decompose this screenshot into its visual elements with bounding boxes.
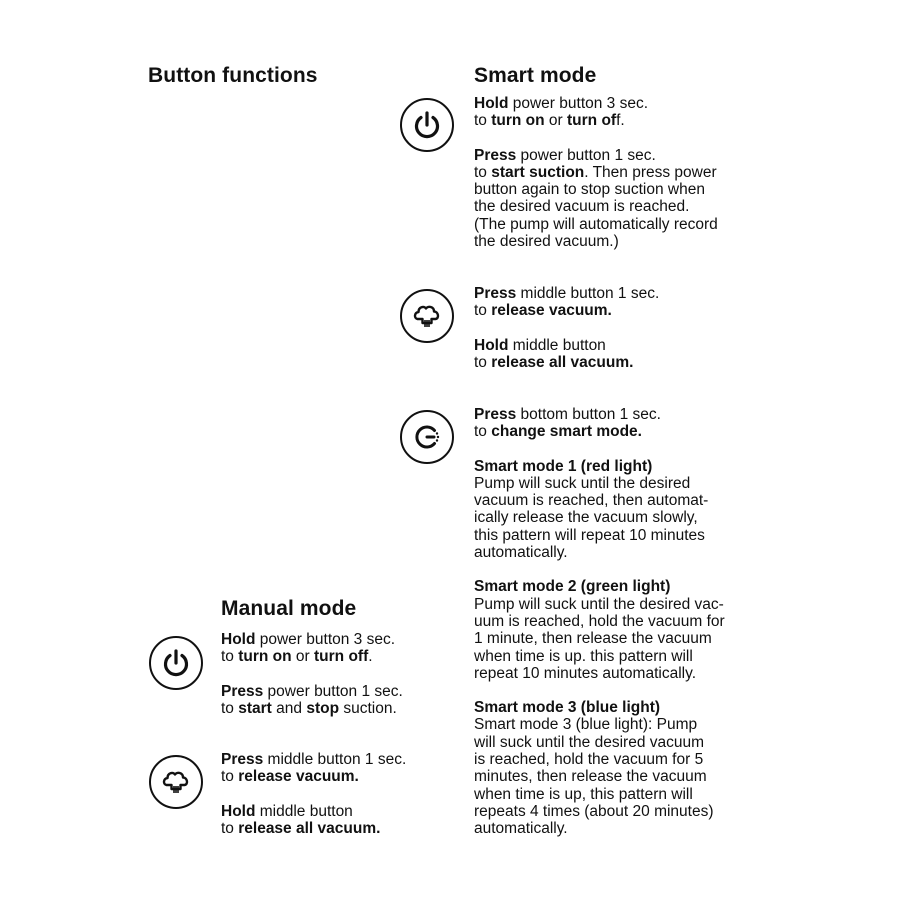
smart-mode-heading: Smart mode — [474, 64, 597, 87]
smart-power-press: Press power button 1 sec. to start suction. Then press power button again to stop suction when the desired vacuum is reached. (The pump will automatically record the desired vacuum.) — [474, 146, 718, 251]
manual-power-press: Press power button 1 sec. to start and stop suction. — [221, 682, 403, 717]
smart-middle-hold: Hold middle button to release all vacuum. — [474, 336, 634, 371]
mode-switch-icon — [400, 410, 454, 464]
button-functions-heading: Button functions — [148, 64, 318, 87]
power-icon — [149, 636, 203, 690]
smart-mode-3-description: Smart mode 3 (blue light) Smart mode 3 (blue light): Pump will suck until the desired vacuum is reached, hold the vacuum for 5 minutes, then release the vacuum when time is up, this pattern will repeats 4 times (about 20 minutes) automatically. — [474, 699, 714, 838]
smart-mode-2-description: Smart mode 2 (green light) Pump will suck until the desired vac- uum is reached, hold the vacuum for 1 minute, then release the vacuum when time is up. this pattern will repeat 10 minutes automatically. — [474, 578, 725, 682]
manual-power-instructions — [221, 631, 511, 717]
manual-middle-hold: Hold middle button to release all vacuum. — [221, 802, 381, 837]
smart-middle-instructions — [474, 285, 764, 371]
manual-mode-heading: Manual mode — [221, 597, 357, 620]
smart-bottom-press: Press bottom button 1 sec. to change smart mode. — [474, 406, 661, 441]
smart-bottom-instructions — [474, 406, 764, 838]
manual-middle-press: Press middle button 1 sec. to release vacuum. — [221, 751, 407, 786]
smart-mode-1-description: Smart mode 1 (red light) Pump will suck until the desired vacuum is reached, then automat- ically release the vacuum slowly, this pattern will repeat 10 minutes automatically. — [474, 457, 709, 562]
manual-middle-instructions — [221, 751, 511, 837]
smart-middle-press: Press middle button 1 sec. to release vacuum. — [474, 285, 660, 320]
cloud-release-icon — [149, 755, 203, 809]
smart-power-instructions — [474, 95, 764, 250]
power-icon — [400, 98, 454, 152]
manual-power-hold: Hold power button 3 sec. to turn on or turn off. — [221, 631, 396, 666]
cloud-release-icon — [400, 289, 454, 343]
smart-power-hold: Hold power button 3 sec. to turn on or turn off. — [474, 95, 649, 130]
